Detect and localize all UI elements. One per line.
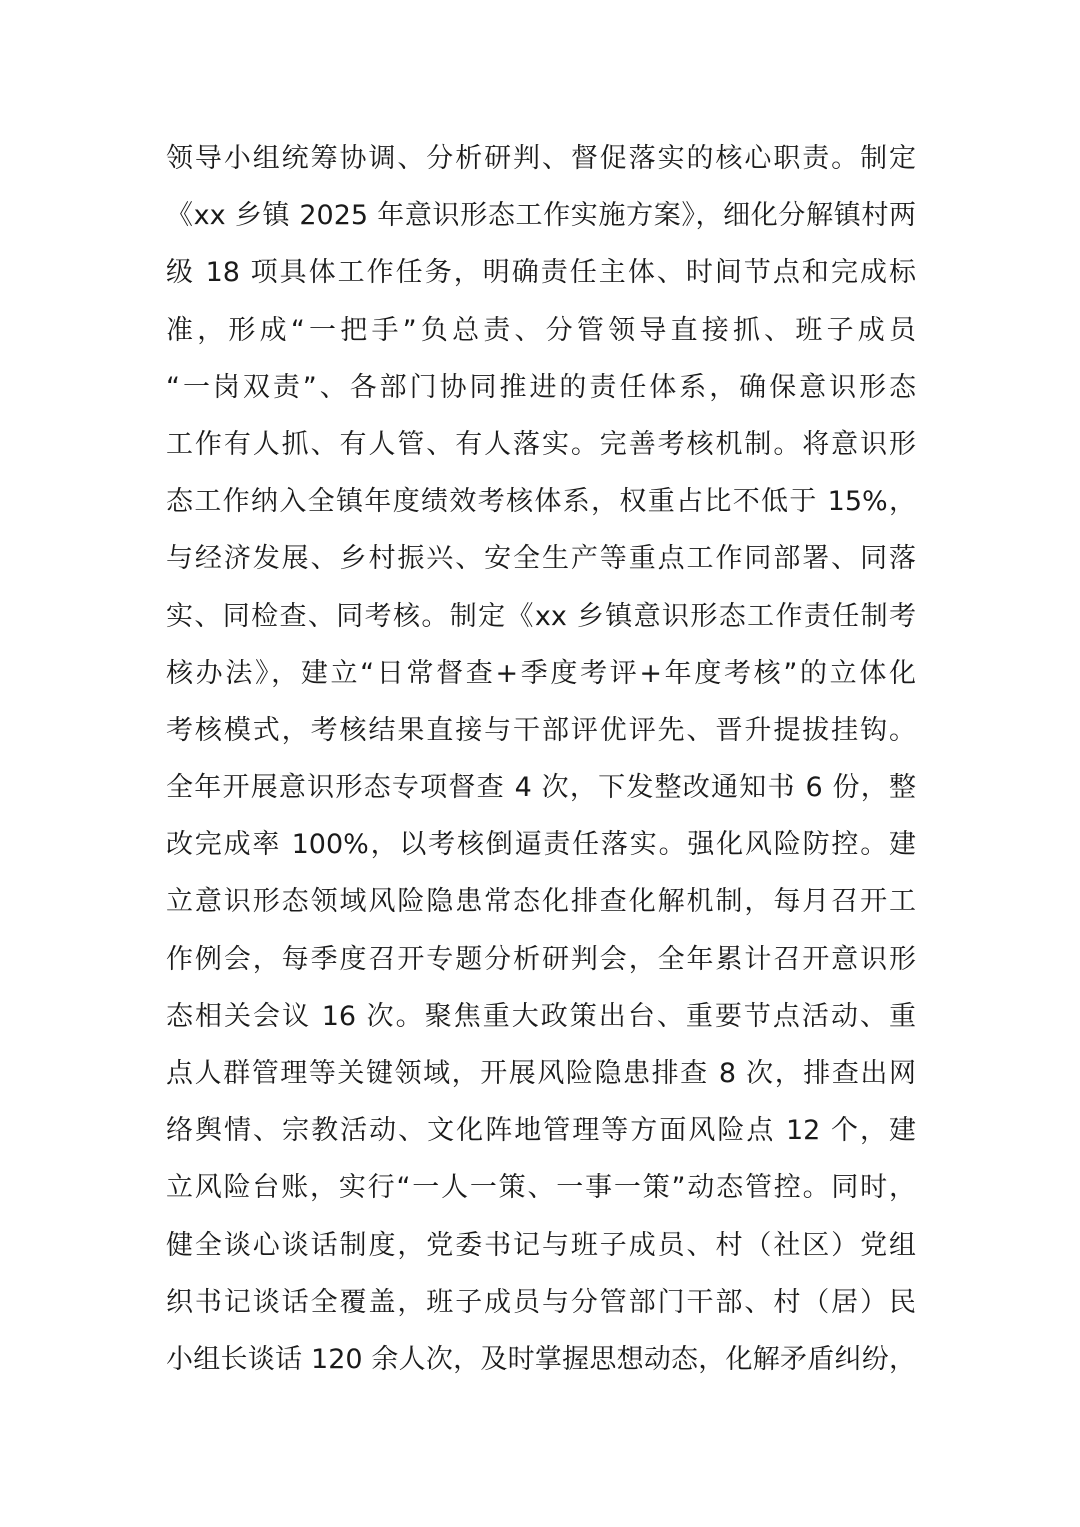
text-line: 立意识形态领域风险隐患常态化排查化解机制，每月召开工 [166,886,916,918]
text-line: 核办法》，建立“日常督查+季度考评+年度考核”的立体化 [166,657,916,689]
text-line: 级 18 项具体工作任务，明确责任主体、时间节点和完成标 [166,257,916,289]
text-line: 《xx 乡镇 2025 年意识形态工作实施方案》，细化分解镇村两 [166,200,916,232]
text-line: 领导小组统筹协调、分析研判、督促落实的核心职责。制定 [166,143,916,174]
text-line: 态相关会议 16 次。聚焦重大政策出台、重要节点活动、重 [166,1000,916,1032]
text-line: 与经济发展、乡村振兴、安全生产等重点工作同部署、同落 [166,543,916,575]
text-line: 改完成率 100%，以考核倒逼责任落实。强化风险防控。建 [166,829,916,861]
text-line: 考核模式，考核结果直接与干部评优评先、晋升提拔挂钩。 [166,714,916,746]
text-line: 作例会，每季度召开专题分析研判会，全年累计召开意识形 [166,943,916,975]
text-line: 准，形成“一把手”负总责、分管领导直接抓、班子成员 [166,314,916,346]
text-line: 小组长谈话 120 余人次，及时掌握思想动态，化解矛盾纠纷， [166,1343,916,1375]
text-line: 健全谈心谈话制度，党委书记与班子成员、村（社区）党组 [166,1229,916,1261]
text-line: 全年开展意识形态专项督查 4 次，下发整改通知书 6 份，整 [166,772,916,804]
text-line: 工作有人抓、有人管、有人落实。完善考核机制。将意识形 [166,428,916,460]
body-paragraph [166,130,916,1388]
text-line: “一岗双责”、各部门协同推进的责任体系，确保意识形态 [166,371,916,403]
text-line: 点人群管理等关键领域，开展风险隐患排查 8 次，排查出网 [166,1058,916,1089]
text-line: 络舆情、宗教活动、文化阵地管理等方面风险点 12 个，建 [166,1115,916,1147]
text-line: 实、同检查、同考核。制定《xx 乡镇意识形态工作责任制考 [166,600,916,632]
text-line: 立风险台账，实行“一人一策、一事一策”动态管控。同时， [166,1172,916,1204]
text-line: 态工作纳入全镇年度绩效考核体系，权重占比不低于 15%， [166,486,916,518]
text-line: 织书记谈话全覆盖，班子成员与分管部门干部、村（居）民 [166,1286,916,1318]
